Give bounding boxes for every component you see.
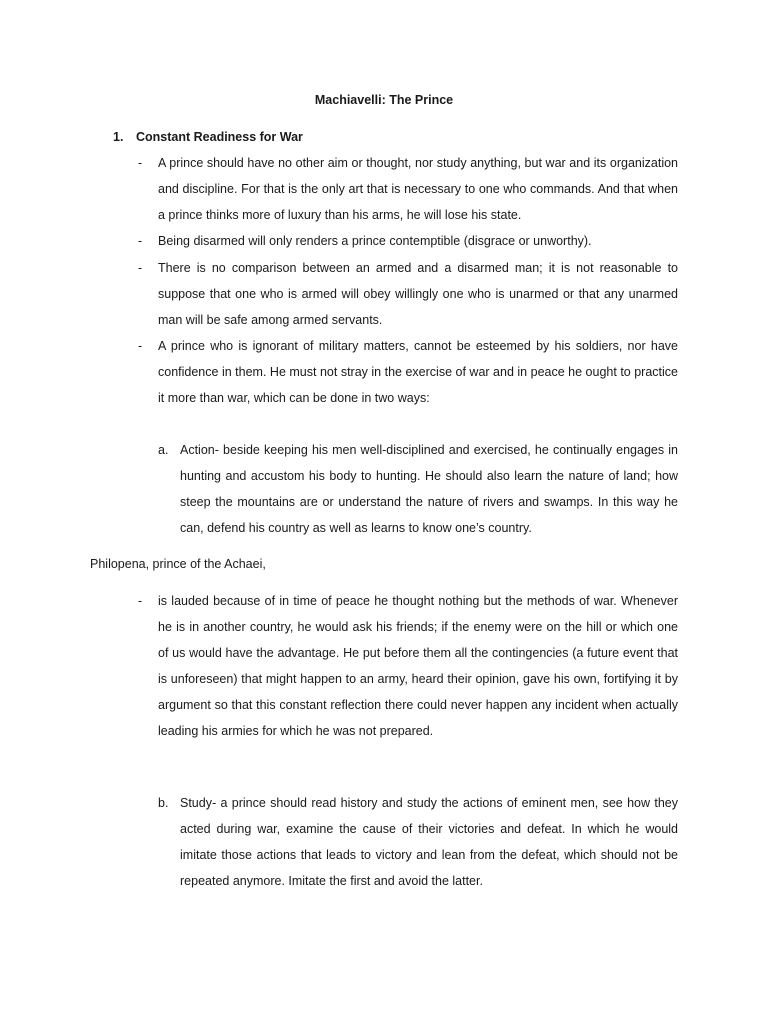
dash-marker: - xyxy=(138,339,143,353)
page-title: Machiavelli: The Prince xyxy=(314,93,454,107)
philopena-line: Philopena, prince of the Achaei, xyxy=(90,557,266,571)
section-heading xyxy=(113,130,303,144)
list-item-text: There is no comparison between an armed and a disarmed man; it is not reasonable to suppose that one who is armed will obey willingly one who is unarmed or that any unarmed man will be safe among armed servants. xyxy=(158,261,678,327)
list-item-text: A prince who is ignorant of military matters, cannot be esteemed by his soldiers, nor have confidence in them. He must not stray in the exercise of war and in peace he ought to practice it more than war, which can be done in two ways: xyxy=(158,339,678,405)
list-item-text: Action- beside keeping his men well-disciplined and exercised, he continually engages in hunting and accustom his body to hunting. He should also learn the nature of land; how steep the mountains are or understand the nature of rivers and swamps. In this way he can, defend his country as well as learns to know one’s country. xyxy=(180,443,678,535)
alpha-marker: b. xyxy=(158,796,169,810)
section-title: Constant Readiness for War xyxy=(136,130,303,144)
dash-marker: - xyxy=(138,594,143,608)
dash-marker: - xyxy=(138,261,143,275)
dash-marker: - xyxy=(138,156,143,170)
list-item-text: is lauded because of in time of peace he thought nothing but the methods of war. Whenever he is in another country, he would ask his friends; if the enemy were on the hill or which one of us would have the advantage. He put before them all the contingencies (a future event that is unforeseen) that might happen to an army, heard their opinion, gave his own, fortifying it by argument so that this constant reflection there could never happen any incident when actually leading his armies for which he was not prepared. xyxy=(158,594,678,738)
list-item-text: Study- a prince should read history and study the actions of eminent men, see how they acted during war, examine the cause of their victories and defeat. In which he would imitate those actions that leads to victory and lean from the defeat, which should not be repeated anymore. Imitate the first and avoid the latter. xyxy=(180,796,678,888)
dash-marker: - xyxy=(138,234,143,248)
list-item-text: A prince should have no other aim or thought, nor study anything, but war and its organization and discipline. For that is the only art that is necessary to one who commands. And that when a prince thinks more of luxury than his arms, he will lose his state. xyxy=(158,156,678,222)
list-item-text: Being disarmed will only renders a prince contemptible (disgrace or unworthy). xyxy=(158,234,592,248)
alpha-marker: a. xyxy=(158,443,169,457)
section-number: 1. xyxy=(113,130,124,144)
